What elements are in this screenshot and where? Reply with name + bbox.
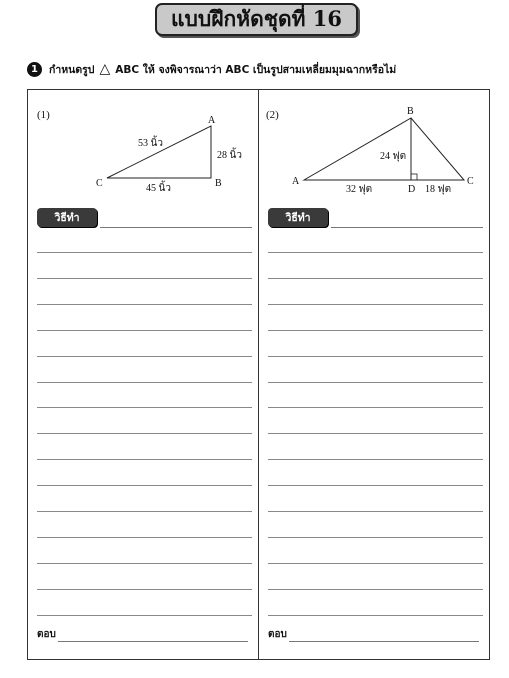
writing-line[interactable] [268, 356, 483, 357]
answer-line-2[interactable] [289, 632, 479, 642]
answer-label-1: ตอบ [37, 629, 56, 640]
writing-line[interactable] [268, 382, 483, 383]
figure-2-side-height: 24 ฟุต [380, 151, 407, 162]
figure-2-side-right-base: 18 ฟุต [425, 184, 452, 195]
method-tag-1: วิธีทำ [37, 208, 97, 227]
figure-1-vertex-b: B [215, 178, 222, 189]
method-line-2 [331, 227, 483, 228]
writing-line[interactable] [268, 407, 483, 408]
answer-row-2 [268, 627, 479, 642]
writing-line[interactable] [268, 252, 483, 253]
figure-1-vertex-c: C [96, 178, 103, 189]
writing-line[interactable] [268, 563, 483, 564]
writing-line[interactable] [268, 433, 483, 434]
figure-2-vertex-c: C [467, 176, 474, 187]
figure-1-side-hypotenuse: 53 นิ้ว [138, 138, 163, 149]
figure-2-side-left-base: 32 ฟุต [346, 184, 373, 195]
question-number-badge: 1 [27, 62, 42, 77]
answer-label-2: ตอบ [268, 629, 287, 640]
writing-line[interactable] [268, 304, 483, 305]
right-angle-mark-icon [411, 174, 417, 180]
method-tag-2: วิธีทำ [268, 208, 328, 227]
figure-2-vertex-d: D [408, 184, 416, 195]
worksheet-title: แบบฝึกหัดชุดที่ 16 [171, 6, 342, 31]
panel-2-label: (2) [266, 109, 279, 121]
writing-line[interactable] [268, 511, 483, 512]
question-text-before: กำหนดรูป [49, 63, 95, 76]
figure-2-vertex-a: A [292, 176, 300, 187]
figure-1-vertex-a: A [208, 115, 216, 126]
figure-1-side-base: 45 นิ้ว [146, 183, 171, 194]
triangle-2-shape [304, 118, 464, 180]
figure-2-vertex-b: B [407, 106, 414, 117]
figure-1-side-vertical: 28 นิ้ว [217, 150, 242, 161]
writing-line[interactable] [268, 485, 483, 486]
writing-line[interactable] [268, 615, 483, 616]
writing-line[interactable] [268, 278, 483, 279]
panel-1-label: (1) [37, 109, 50, 121]
writing-line[interactable] [268, 589, 483, 590]
writing-line[interactable] [268, 537, 483, 538]
writing-line[interactable] [268, 459, 483, 460]
question-text-after: ABC ให้ จงพิจารณาว่า ABC เป็นรูปสามเหลี่ยมมุมฉากหรือไม่ [115, 63, 397, 76]
triangle-symbol-icon: △ [99, 61, 111, 77]
writing-line[interactable] [268, 330, 483, 331]
